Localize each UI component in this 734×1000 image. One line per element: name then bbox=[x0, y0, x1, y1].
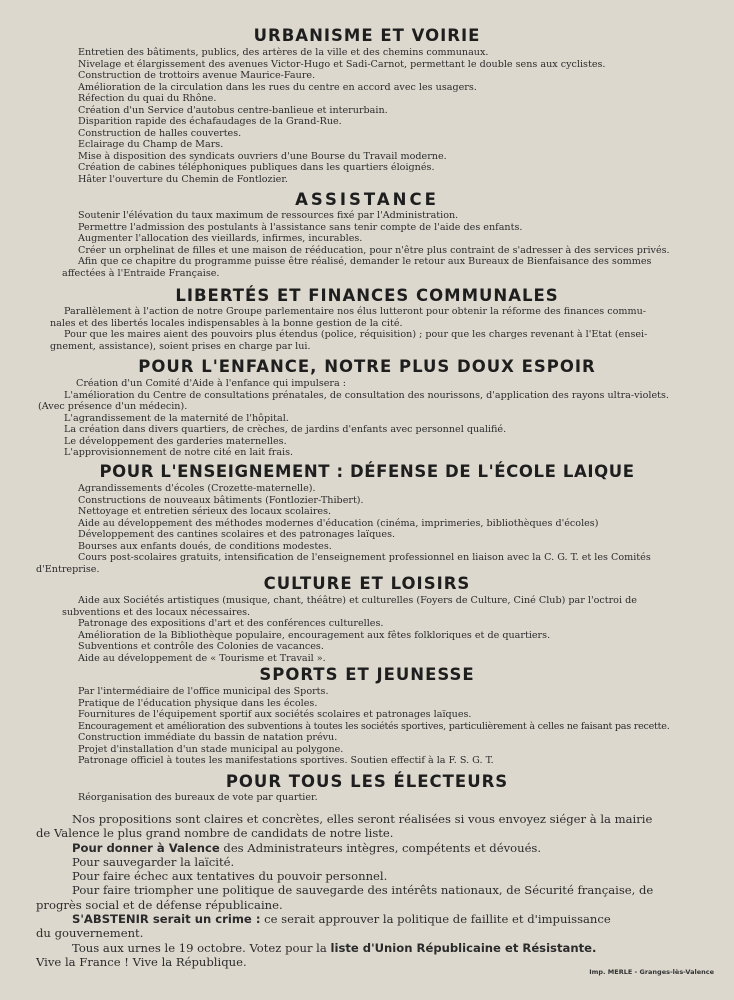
section-body: Création d'un Comité d'Aide à l'enfance qui impulsera : L'amélioration du Centre de consultations prénatales, de consultation des nourissons, d'application des rayons ultra-violets. (Avec présence d'un médecin). L'agrandissement de la maternité de l'hôpital. La création dans divers quartiers, de crèches, de jardins d'enfants avec personnel qualifié. Le développement des garderies maternelles. L'approvisionnement de notre cité en lait frais. bbox=[38, 378, 669, 458]
section-assistance bbox=[0, 190, 734, 279]
section-body: Parallèlement à l'action de notre Groupe parlementaire nos élus lutteront pour obtenir la réforme des finances commu- nales et des libertés locales indispensables à la bonne gestion de la cité. Pour que les maires aient des pouvoirs plus étendus (police, réquisition) ; pour que les charges revenant à l'Etat (ensei- gnement, assistance), soient prises en charge par lui. bbox=[50, 306, 648, 352]
section-title: LIBERTÉS ET FINANCES COMMUNALES bbox=[175, 286, 559, 305]
section-body: Soutenir l'élévation du taux maximum de ressources fixé par l'Administration. Permettre l'admission des postulants à l'assistance sans tenir compte de l'aide des enfants. Augmenter l'allocation des vieillards, infirmes, incurables. Créer un orphelinat de filles et une maison de rééducation, pour n'être plus contraint de s'adresser à des services privés. Afin que ce chapitre du programme puisse être réalisé, demander le retour aux Bureaux de Bienfaisance des sommes affectées à l'Entraide Française. bbox=[62, 210, 670, 279]
section-enseignement bbox=[0, 462, 734, 575]
section-title: CULTURE ET LOISIRS bbox=[263, 574, 471, 593]
section-title: SPORTS ET JEUNESSE bbox=[259, 665, 475, 684]
section-culture bbox=[0, 574, 734, 664]
conclusion: Nos propositions sont claires et concrètes, elles seront réalisées si vous envoyez siéger à la mairie de Valence le plus grand nombre de candidats de notre liste. Pour donner à Valence des Administrateurs intègres, compétents et dévoués. Pour sauvegarder la laïcité. Pour faire échec aux tentatives du pouvoir personnel. Pour faire triompher une politique de sauvegarde des intérêts nationaux, de Sécurité française, de progrès social et de défense républicaine. S'ABSTENIR serait un crime : ce serait approuver la politique de faillite et d'impuissance du gouvernement. Tous aux urnes le 19 octobre. Votez pour la liste d'Union Républicaine et Résistante. Vive la France ! Vive la République. bbox=[36, 812, 654, 969]
section-enfance bbox=[0, 357, 734, 459]
section-body: Par l'intermédiaire de l'office municipal des Sports. Pratique de l'éducation physique dans les écoles. Fournitures de l'équipement sportif aux sociétés scolaires et patronages laïques. Encouragement et amélioration des subventions à toutes les sociétés sportives, particulièrement à celles ne faisant pas recette. Construction immédiate du bassin de natation prévu. Projet d'installation d'un stade municipal au polygone. Patronage officiel à toutes les manifestations sportives. Soutien effectif à la F. S. G. T. bbox=[78, 686, 670, 766]
section-body: Agrandissements d'écoles (Crozette-maternelle). Constructions de nouveaux bâtiments (Fontlozier-Thibert). Nettoyage et entretien sérieux des locaux scolaires. Aide au développement des méthodes modernes d'éducation (cinéma, imprimeries, bibliothèques d'écoles) Développement des cantines scolaires et des patronages laïques. Bourses aux enfants doués, de conditions modestes. Cours post-scolaires gratuits, intensification de l'enseignement professionnel en liaison avec la C. G. T. et les Comités d'Entreprise. bbox=[36, 483, 651, 575]
section-body: Entretien des bâtiments, publics, des artères de la ville et des chemins communaux. Nivelage et élargissement des avenues Victor-Hugo et Sadi-Carnot, permettant le double sens aux cyclistes. Construction de trottoirs avenue Maurice-Faure. Amélioration de la circulation dans les rues du centre en accord avec les usagers. Réfection du quai du Rhône. Création d'un Service d'autobus centre-banlieue et interurbain. Disparition rapide des échafaudages de la Grand-Rue. Construction de halles couvertes. Eclairage du Champ de Mars. Mise à disposition des syndicats ouvriers d'une Bourse du Travail moderne. Création de cabines téléphoniques publiques dans les quartiers éloignés. Hâter l'ouverture du Chemin de Fontlozier. bbox=[78, 47, 606, 185]
printer-imprint: Imp. MERLE - Granges-lès-Valence bbox=[589, 968, 714, 976]
section-body: Réorganisation des bureaux de vote par quartier. bbox=[78, 792, 318, 803]
section-title: POUR L'ENSEIGNEMENT : DÉFENSE DE L'ÉCOLE LAIQUE bbox=[99, 462, 635, 481]
section-title: POUR TOUS LES ÉLECTEURS bbox=[225, 772, 509, 791]
section-urbanisme bbox=[0, 26, 734, 185]
section-libertes bbox=[0, 286, 734, 352]
section-sports bbox=[0, 665, 734, 767]
section-title: ASSISTANCE bbox=[295, 190, 439, 209]
section-body: Aide aux Sociétés artistiques (musique, chant, théâtre) et culturelles (Foyers de Culture, Ciné Club) par l'octroi de subventions et des locaux nécessaires. Patronage des expositions d'art et des conférences culturelles. Amélioration de la Bibliothèque populaire, encouragement aux fêtes folkloriques et de quartiers. Subventions et contrôle des Colonies de vacances. Aide au développement de « Tourisme et Travail ». bbox=[62, 595, 637, 664]
section-title: URBANISME ET VOIRIE bbox=[253, 26, 481, 45]
section-electeurs bbox=[0, 772, 734, 804]
section-title: POUR L'ENFANCE, NOTRE PLUS DOUX ESPOIR bbox=[138, 357, 596, 376]
